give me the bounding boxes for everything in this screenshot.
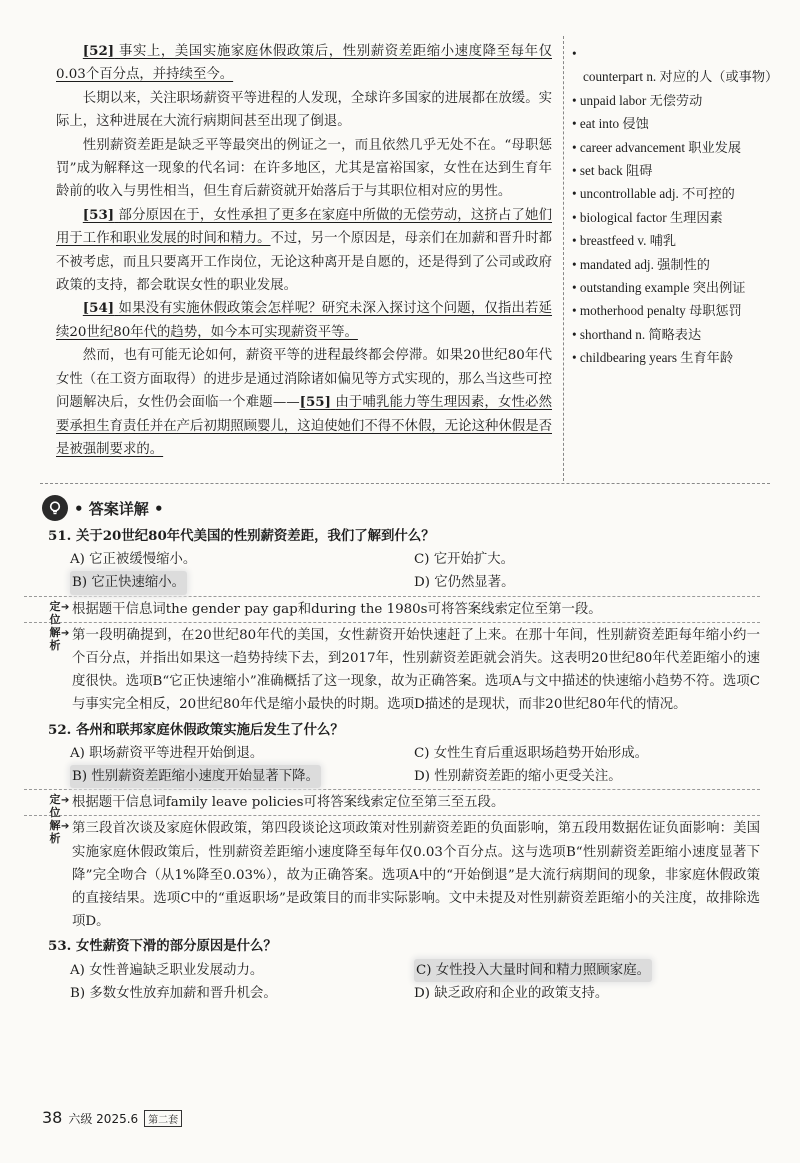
analysis-tag: 解析 ➔ <box>49 819 70 846</box>
vocab-item: • career advancement 职业发展 <box>572 136 772 159</box>
analysis-tag: 解析 ➔ <box>49 625 70 652</box>
analysis-text: 第一段明确提到，在20世纪80年代的美国，女性薪资开始快速赶了上来。在那十年间，性别薪资差距每年缩小约一个百分点，并指出如果这一趋势持续下去，到2017年，性别薪资差距就会消失。这表明20世纪80年代差距缩小的速度很快。选项B“它正快速缩小”准确概括了这一现象，故为正确答案。选项A与文中描述的快速缩小趋势不符。选项C与事实完全相反，20世纪80年代是缩小最快的时期。选项D描述的是现状，而非20世纪80年代的情况。 <box>72 627 760 713</box>
locate-block <box>49 791 760 820</box>
arrow-icon: ➔ <box>61 627 70 639</box>
question-53-stem: 53. 女性薪资下滑的部分原因是什么？ <box>48 938 277 955</box>
page-footer <box>42 1108 182 1127</box>
paragraph-53: [53] 部分原因在于，女性承担了更多在家庭中所做的无偿劳动，这挤占了她们用于工作和职业发展的时间和精力。不过，另一个原因是，母亲们在加薪和晋升时都不被考虑，而且只要离开工作岗位，无论这种离开是自愿的，还是得到了公司或政府政策的支持，都会耽误女性的职业发展。 <box>56 206 553 294</box>
vocab-item: • eat into 侵蚀 <box>572 112 772 135</box>
option-d: D) 缺乏政府和企业的政策支持。 <box>414 985 609 1001</box>
locate-block <box>49 598 760 626</box>
arrow-icon: ➔ <box>61 795 70 807</box>
option-d: D) 性别薪资差距的缩小更受关注。 <box>414 769 622 785</box>
vocab-item: • counterpart n. 对应的人（或事物） <box>572 42 772 89</box>
paragraph: 长期以来，关注职场薪资平等进程的人发现，全球许多国家的进展都在放缓。实际上，这种进展在大流行病期间甚至出现了倒退。 <box>56 90 552 130</box>
vocab-item: • shorthand n. 简略表达 <box>572 323 772 346</box>
vocab-item: • mandated adj. 强制性的 <box>572 253 772 276</box>
issue-label: 六级 2025.6 <box>68 1112 139 1126</box>
option-a: A) 它正被缓慢缩小。 <box>70 552 197 568</box>
option-c: C) 它开始扩大。 <box>414 552 515 568</box>
option-c: C) 女性生育后重返职场趋势开始形成。 <box>414 745 648 761</box>
edition-label: 第二套 <box>144 1110 182 1127</box>
analysis-block <box>49 624 760 717</box>
divider <box>24 596 760 597</box>
option-d: D) 它仍然显著。 <box>414 575 515 591</box>
vocab-item: • biological factor 生理因素 <box>572 206 772 229</box>
vocab-item: • unpaid labor 无偿劳动 <box>572 89 772 112</box>
option-b-correct: B) 性别薪资差距缩小速度开始显著下降。 <box>70 765 321 788</box>
vocabulary-list <box>572 42 779 370</box>
answer-section-header <box>42 493 164 523</box>
option-a: A) 职场薪资平等进程开始倒退。 <box>70 745 264 761</box>
vocab-item: • breastfeed v. 哺乳 <box>572 229 772 252</box>
question-52-stem: 52. 各州和联邦家庭休假政策实施后发生了什么？ <box>48 721 344 738</box>
vocab-item: • uncontrollable adj. 不可控的 <box>572 182 772 205</box>
divider <box>24 789 760 790</box>
paragraph-54: [54] 如果没有实施休假政策会怎样呢？研究未深入探讨这个问题，仅指出若延续20世纪80年代的趋势，如今本可实现薪资平等。 <box>56 300 552 340</box>
question-51-options <box>70 548 760 594</box>
lightbulb-icon <box>42 495 68 521</box>
locate-text: 根据题干信息词the gender pay gap和during the 1980s可将答案线索定位至第一段。 <box>72 601 602 617</box>
question-52-options <box>70 742 760 788</box>
vocab-item: • set back 阻碍 <box>572 159 772 182</box>
reading-passage <box>56 40 552 461</box>
arrow-icon: ➔ <box>61 821 70 833</box>
analysis-block <box>49 817 760 933</box>
column-divider <box>563 36 564 481</box>
vocab-item: • childbearing years 生育年龄 <box>572 346 772 369</box>
paragraph: 性别薪资差距是缺乏平等最突出的例证之一，而且依然几乎无处不在。“母职惩罚”成为解释这一现象的代名词：在许多地区，尤其是富裕国家，女性在达到生育年龄前的收入与男性相当，但生育后薪资就开始落后于与其职位相对应的男性。 <box>56 137 552 200</box>
paragraph-52: [52] 事实上，美国实施家庭休假政策后，性别薪资差距缩小速度降至每年仅0.03个百分点，并持续至今。 <box>56 43 552 83</box>
locate-text: 根据题干信息词family leave policies可将答案线索定位至第三至五段。 <box>72 795 505 811</box>
option-b: B) 多数女性放弃加薪和晋升机会。 <box>70 985 277 1001</box>
section-divider <box>40 483 770 484</box>
answer-section-title: • 答案详解 • <box>74 499 164 518</box>
option-c-correct: C) 女性投入大量时间和精力照顾家庭。 <box>414 959 652 982</box>
question-51-stem: 51. 关于20世纪80年代美国的性别薪资差距，我们了解到什么？ <box>48 528 435 544</box>
arrow-icon: ➔ <box>61 601 70 613</box>
option-b-correct: B) 它正快速缩小。 <box>70 571 187 594</box>
divider <box>24 622 760 623</box>
analysis-text: 第三段首次谈及家庭休假政策，第四段谈论这项政策对性别薪资差距的负面影响，第五段用数据佐证负面影响：美国实施家庭休假政策后，性别薪资差距缩小速度降至每年仅0.03个百分点。这与选项B“性别薪资差距缩小速度显著下降”完全吻合（从1%降至0.03%），故为正确答案。选项A中的“开始倒退”是大流行病期间的现象，非家庭休假政策的直接结果。选项C中的“重返职场”是政策目的而非实际影响。文中未提及对性别薪资差距缩小的关注度，故排除选项D。 <box>72 821 760 930</box>
question-53-options <box>70 959 760 1005</box>
divider <box>24 815 760 816</box>
vocab-item: • motherhood penalty 母职惩罚 <box>572 299 772 322</box>
paragraph-55: 然而，也有可能无论如何，薪资平等的进程最终都会停滞。如果20世纪80年代女性（在工资方面取得）的进步是通过消除诸如偏见等方式实现的，那么当这些可控问题解决后，女性仍会面临一个难题——[55] 由于哺乳能力等生理因素，女性必然要承担生育责任并在产后初期照顾婴儿，这迫使她们不得不休假，无论这种休假是否是被强制要求的。 <box>56 348 553 457</box>
answer-explanations <box>48 523 760 1005</box>
vocab-item: • outstanding example 突出例证 <box>572 276 772 299</box>
locate-tag: 定位 ➔ <box>49 599 70 626</box>
locate-tag: 定位 ➔ <box>49 793 70 820</box>
option-a: A) 女性普遍缺乏职业发展动力。 <box>70 962 264 978</box>
page-number: 38 <box>42 1108 63 1127</box>
